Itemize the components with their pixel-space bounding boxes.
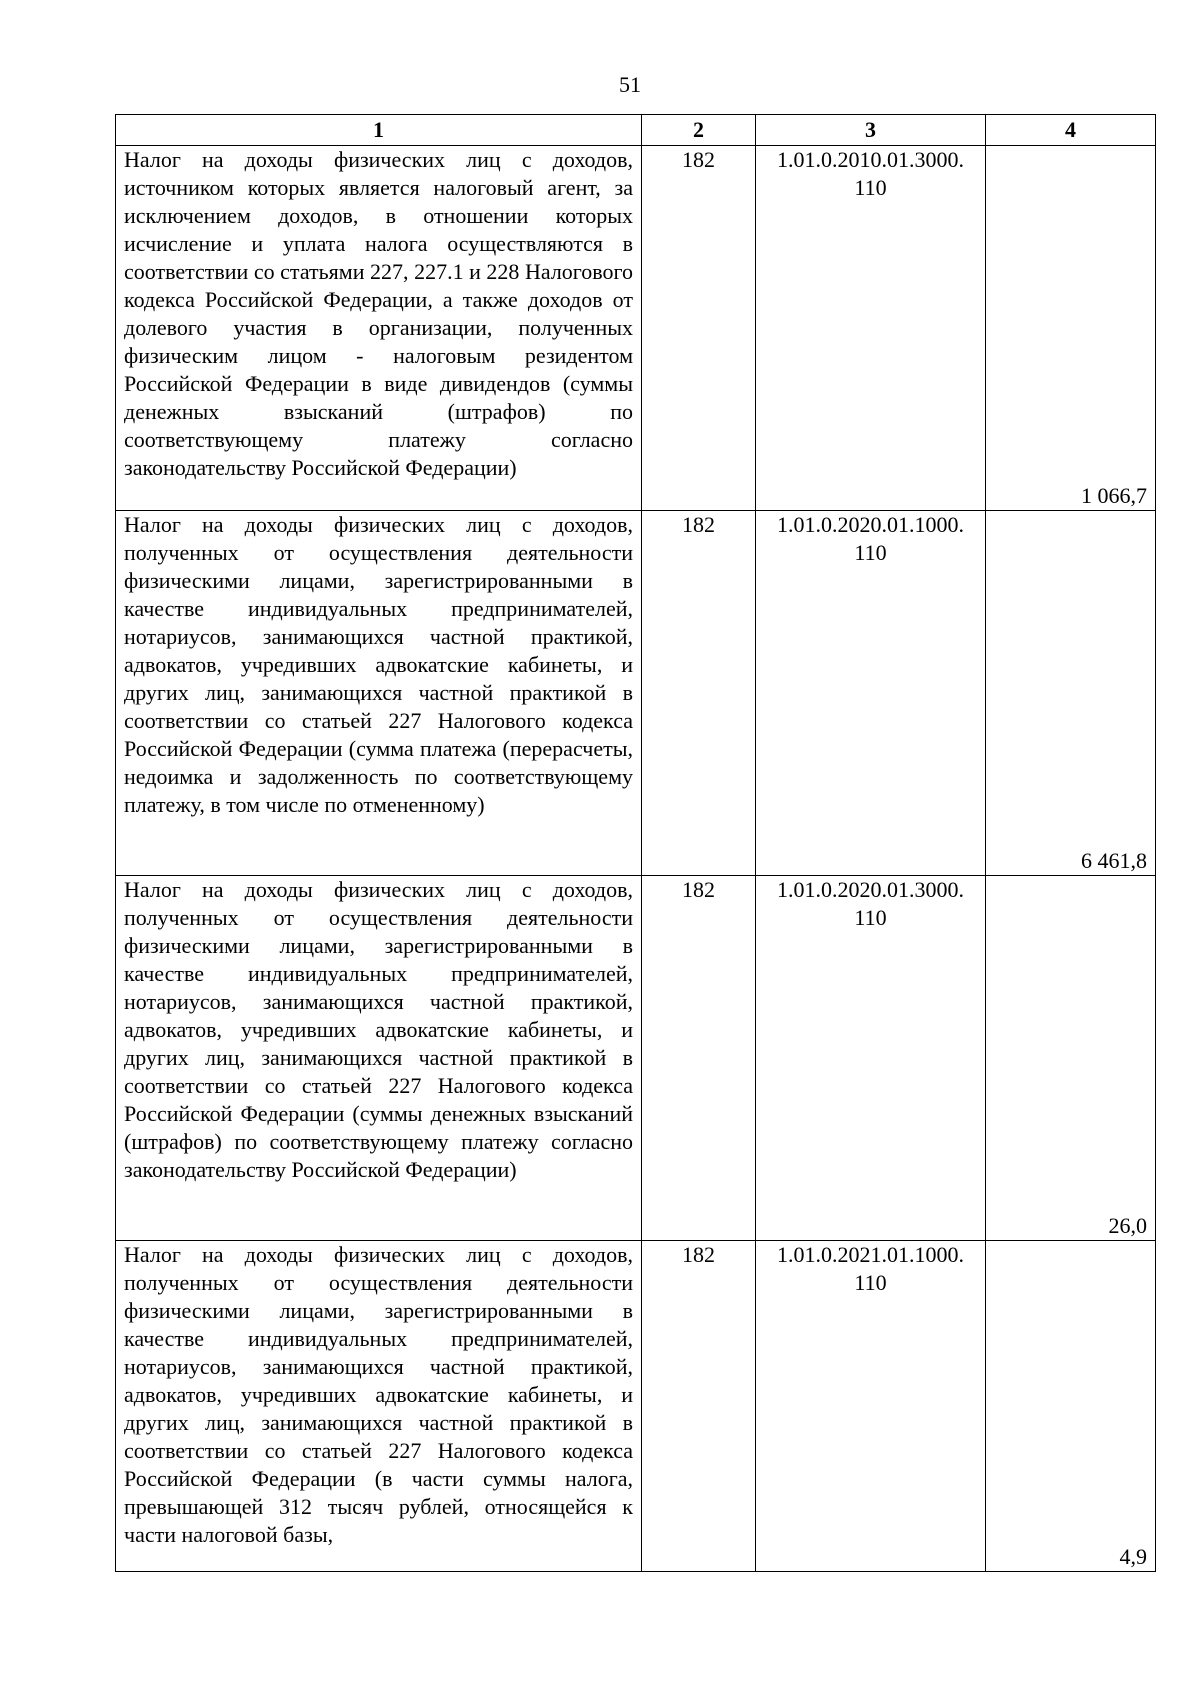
table-row (116, 511, 1156, 876)
column-header-1: 1 (116, 115, 642, 146)
budget-classification-code-cell: 1.01.0.2021.01.1000. 110 (756, 1241, 986, 1572)
administrator-code-cell: 182 (642, 1241, 756, 1572)
administrator-code-cell: 182 (642, 146, 756, 511)
table-row (116, 146, 1156, 511)
income-name-cell: Налог на доходы физических лиц с доходов, полученных от осуществления деятельности физическими лицами, зарегистрированными в качестве индивидуальных предпринимателей, нотариусов, занимающихся частной практикой, адвокатов, учредивших адвокатские кабинеты, и других лиц, занимающихся частной практикой в соответствии со статьей 227 Налогового кодекса Российской Федерации (суммы денежных взысканий (штрафов) по соответствующему платежу согласно законодательству Российской Федерации) (116, 876, 642, 1241)
amount-cell: 4,9 (986, 1241, 1156, 1572)
column-header-4: 4 (986, 115, 1156, 146)
income-name-cell: Налог на доходы физических лиц с доходов, полученных от осуществления деятельности физическими лицами, зарегистрированными в качестве индивидуальных предпринимателей, нотариусов, занимающихся частной практикой, адвокатов, учредивших адвокатские кабинеты, и других лиц, занимающихся частной практикой в соответствии со статьей 227 Налогового кодекса Российской Федерации (сумма платежа (перерасчеты, недоимка и задолженность по соответствующему платежу, в том числе по отмененному) (116, 511, 642, 876)
administrator-code-cell: 182 (642, 511, 756, 876)
amount-cell: 1 066,7 (986, 146, 1156, 511)
amount-cell: 6 461,8 (986, 511, 1156, 876)
table-row (116, 876, 1156, 1241)
budget-classification-code-cell: 1.01.0.2020.01.3000. 110 (756, 876, 986, 1241)
table-row (116, 1241, 1156, 1572)
revenue-table (115, 114, 1156, 1572)
budget-classification-code-cell: 1.01.0.2020.01.1000. 110 (756, 511, 986, 876)
income-name-cell: Налог на доходы физических лиц с доходов, источником которых является налоговый агент, за исключением доходов, в отношении которых исчисление и уплата налога осуществляются в соответствии со статьями 227, 227.1 и 228 Налогового кодекса Российской Федерации, а также доходов от долевого участия в организации, полученных физическим лицом - налоговым резидентом Российской Федерации в виде дивидендов (суммы денежных взысканий (штрафов) по соответствующему платежу согласно законодательству Российской Федерации) (116, 146, 642, 511)
column-header-3: 3 (756, 115, 986, 146)
administrator-code-cell: 182 (642, 876, 756, 1241)
budget-classification-code-cell: 1.01.0.2010.01.3000. 110 (756, 146, 986, 511)
column-header-2: 2 (642, 115, 756, 146)
table-header-row (116, 115, 1156, 146)
amount-cell: 26,0 (986, 876, 1156, 1241)
income-name-cell: Налог на доходы физических лиц с доходов, полученных от осуществления деятельности физическими лицами, зарегистрированными в качестве индивидуальных предпринимателей, нотариусов, занимающихся частной практикой, адвокатов, учредивших адвокатские кабинеты, и других лиц, занимающихся частной практикой в соответствии со статьей 227 Налогового кодекса Российской Федерации (в части суммы налога, превышающей 312 тысяч рублей, относящейся к части налоговой базы, (116, 1241, 642, 1572)
page-number: 51 (619, 72, 641, 97)
